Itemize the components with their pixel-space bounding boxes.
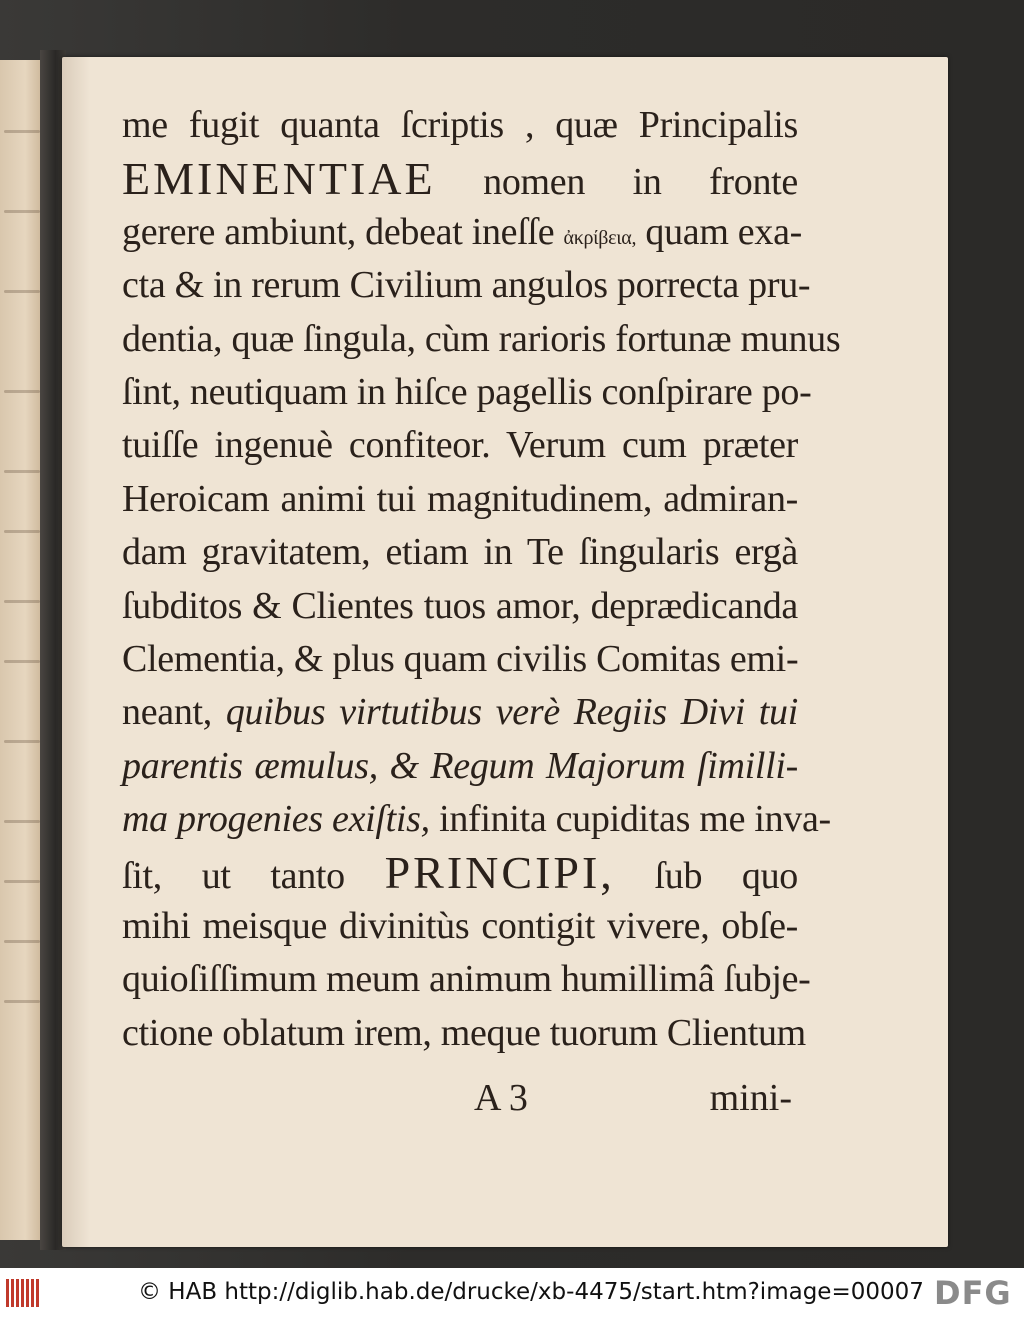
signature-mark: A 3 <box>474 1077 528 1119</box>
text-line <box>122 152 798 205</box>
dfg-logo: DFG <box>934 1274 1012 1312</box>
text-segment: ἀκρίβεια, <box>563 226 637 249</box>
text-segment: quam exa- <box>645 210 802 253</box>
text-segment: infinita cupiditas me inva- <box>439 798 831 841</box>
page-footer-line <box>474 1076 798 1128</box>
text-segment: ma progenies exiſtis, <box>122 798 430 841</box>
text-segment: parentis æmulus, & Regum Majorum ſimilli- <box>122 744 798 787</box>
text-segment: mihi meisque divinitùs contigit vivere, obſe- <box>122 904 798 947</box>
text-line <box>122 419 798 472</box>
text-line <box>122 953 811 1006</box>
page-text-block <box>122 99 841 1060</box>
text-line <box>122 99 798 152</box>
text-segment: tuiſſe ingenuè confiteor. <box>122 424 491 467</box>
text-line <box>122 633 798 686</box>
text-line <box>122 846 798 899</box>
text-line <box>122 686 798 739</box>
text-line <box>122 740 798 793</box>
text-segment: ſint, neutiquam in hiſce pagellis conſpirare po- <box>122 370 812 413</box>
text-line <box>122 900 798 953</box>
text-line <box>122 526 798 579</box>
text-segment: gerere ambiunt, debeat ineſſe <box>122 210 555 253</box>
facing-page-edge <box>0 60 42 1240</box>
text-segment: cta & in rerum Civilium angulos porrecta pru- <box>122 264 811 307</box>
text-segment: me fugit quanta ſcriptis , <box>122 104 535 146</box>
text-segment: quibus virtutibus verè Regiis Divi tui <box>225 691 798 734</box>
text-segment: ſub quo <box>654 855 798 898</box>
barcode-icon <box>6 1279 40 1307</box>
catchword: mini- <box>709 1077 792 1119</box>
text-segment: dentia, quæ ſingula, cùm rarioris fortunæ munus <box>122 317 841 360</box>
text-segment: ctione oblatum irem, meque tuorum Clientum <box>122 1011 806 1054</box>
text-segment: Verum cum præter <box>505 424 799 467</box>
text-line <box>122 473 798 526</box>
attribution-bar <box>0 1268 1024 1317</box>
text-segment: Heroicam animi tui magnitudinem, admiran- <box>122 477 798 520</box>
attribution-text[interactable]: © HAB http://diglib.hab.de/drucke/xb-4475/start.htm?image=00007 <box>138 1279 924 1305</box>
text-segment: PRINCIPI, <box>384 847 615 899</box>
text-segment: nomen in fronte <box>483 161 798 204</box>
text-segment: quæ Principalis <box>555 104 798 146</box>
text-line <box>122 313 841 366</box>
text-line <box>122 1007 806 1060</box>
text-segment: quioſiſſimum meum animum humillimâ ſubje- <box>122 958 811 1001</box>
text-line <box>122 793 831 846</box>
text-segment: dam gravitatem, etiam in Te ſingularis ergà <box>122 531 798 574</box>
text-segment: neant, <box>122 691 212 734</box>
text-segment: Clementia, & plus quam civilis Comitas emi- <box>122 637 799 680</box>
text-segment: ſubditos & Clientes tuos amor, deprædicanda <box>122 584 798 627</box>
text-line <box>122 366 812 419</box>
text-segment: ſit, ut tanto <box>122 855 345 898</box>
text-segment: EMINENTIAE <box>122 153 436 205</box>
text-line <box>122 259 811 312</box>
text-line <box>122 206 802 259</box>
text-line <box>122 580 798 633</box>
book-page <box>62 57 948 1247</box>
